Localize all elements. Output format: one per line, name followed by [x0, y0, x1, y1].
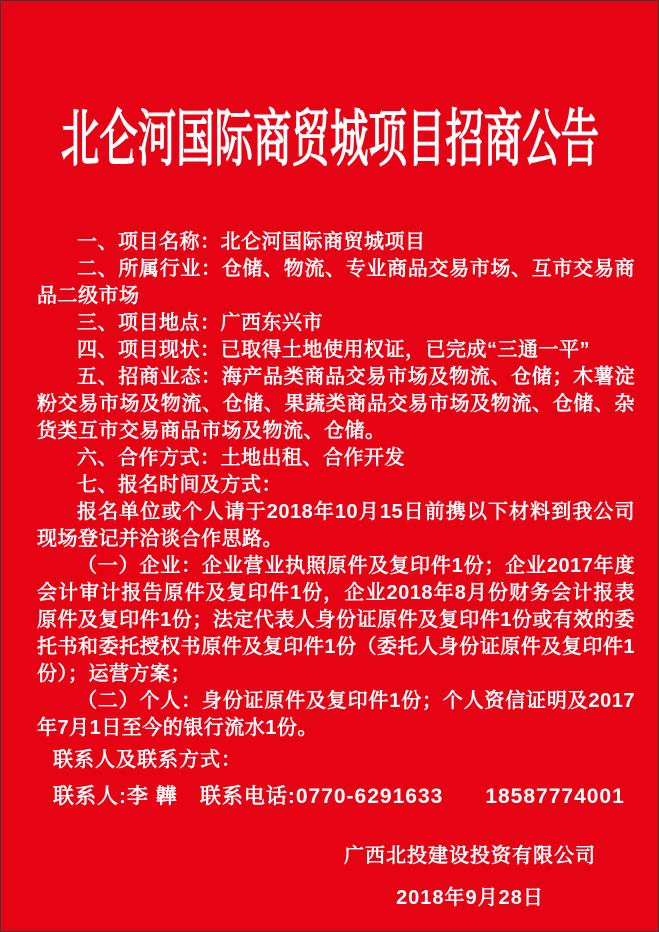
- contact-person-name: 李 韡: [127, 785, 178, 808]
- paragraph-business-types: 五、招商业态：海产品类商品交易市场及物流、仓储；木薯淀粉交易市场及物流、仓储、果蔬类商品交易市场及物流、仓储、杂货类互市交易商品市场及物流、仓储。: [37, 366, 635, 442]
- paragraph-individual-materials: （二）个人：身份证原件及复印件1份；个人资信证明及2017年7月1日至今的银行流水1份。: [37, 690, 635, 739]
- contact-section: [53, 747, 625, 811]
- announcement-body: [37, 229, 635, 742]
- contact-phone-secondary: 18587774001: [485, 785, 625, 808]
- poster-title-text: 北仑河国际商贸城项目招商公告: [60, 105, 599, 174]
- signature-block: [344, 839, 596, 923]
- paragraph-industry: 二、所属行业：仓储、物流、专业商品交易市场、互市交易商品二级市场: [37, 258, 635, 307]
- contact-person-label: 联系人:: [53, 785, 127, 808]
- paragraph-project-status: 四、项目现状：已取得土地使用权证，已完成“三通一平”: [77, 339, 590, 361]
- paragraph-location: 三、项目地点：广西东兴市: [77, 312, 323, 334]
- paragraph-registration-heading: 七、报名时间及方式：: [77, 474, 282, 496]
- contact-phone-label: 联系电话:: [199, 785, 296, 808]
- paragraph-cooperation-mode: 六、合作方式：土地出租、合作开发: [77, 447, 405, 469]
- paragraph-project-name: 一、项目名称：北仑河国际商贸城项目: [77, 231, 426, 253]
- paragraph-registration-details: 报名单位或个人请于2018年10月15日前携以下材料到我公司现场登记并洽谈合作思路。: [37, 501, 635, 550]
- footer-company: 广西北投建设投资有限公司: [344, 845, 596, 867]
- contact-heading: 联系人及联系方式：: [53, 749, 242, 771]
- contact-line: [53, 783, 625, 811]
- poster-title: [1, 91, 658, 175]
- contact-phone-primary: 0770-6291633: [295, 785, 444, 808]
- footer-date: 2018年9月28日: [396, 887, 544, 909]
- paragraph-enterprise-materials: （一）企业：企业营业执照原件及复印件1份；企业2017年度会计审计报告原件及复印件1份，企业2018年8月份财务会计报表原件及复印件1份；法定代表人身份证原件及复印件1份或有效的委托书和委托授权书原件及复印件1份（委托人身份证原件及复印件1份）；运营方案；: [37, 555, 635, 685]
